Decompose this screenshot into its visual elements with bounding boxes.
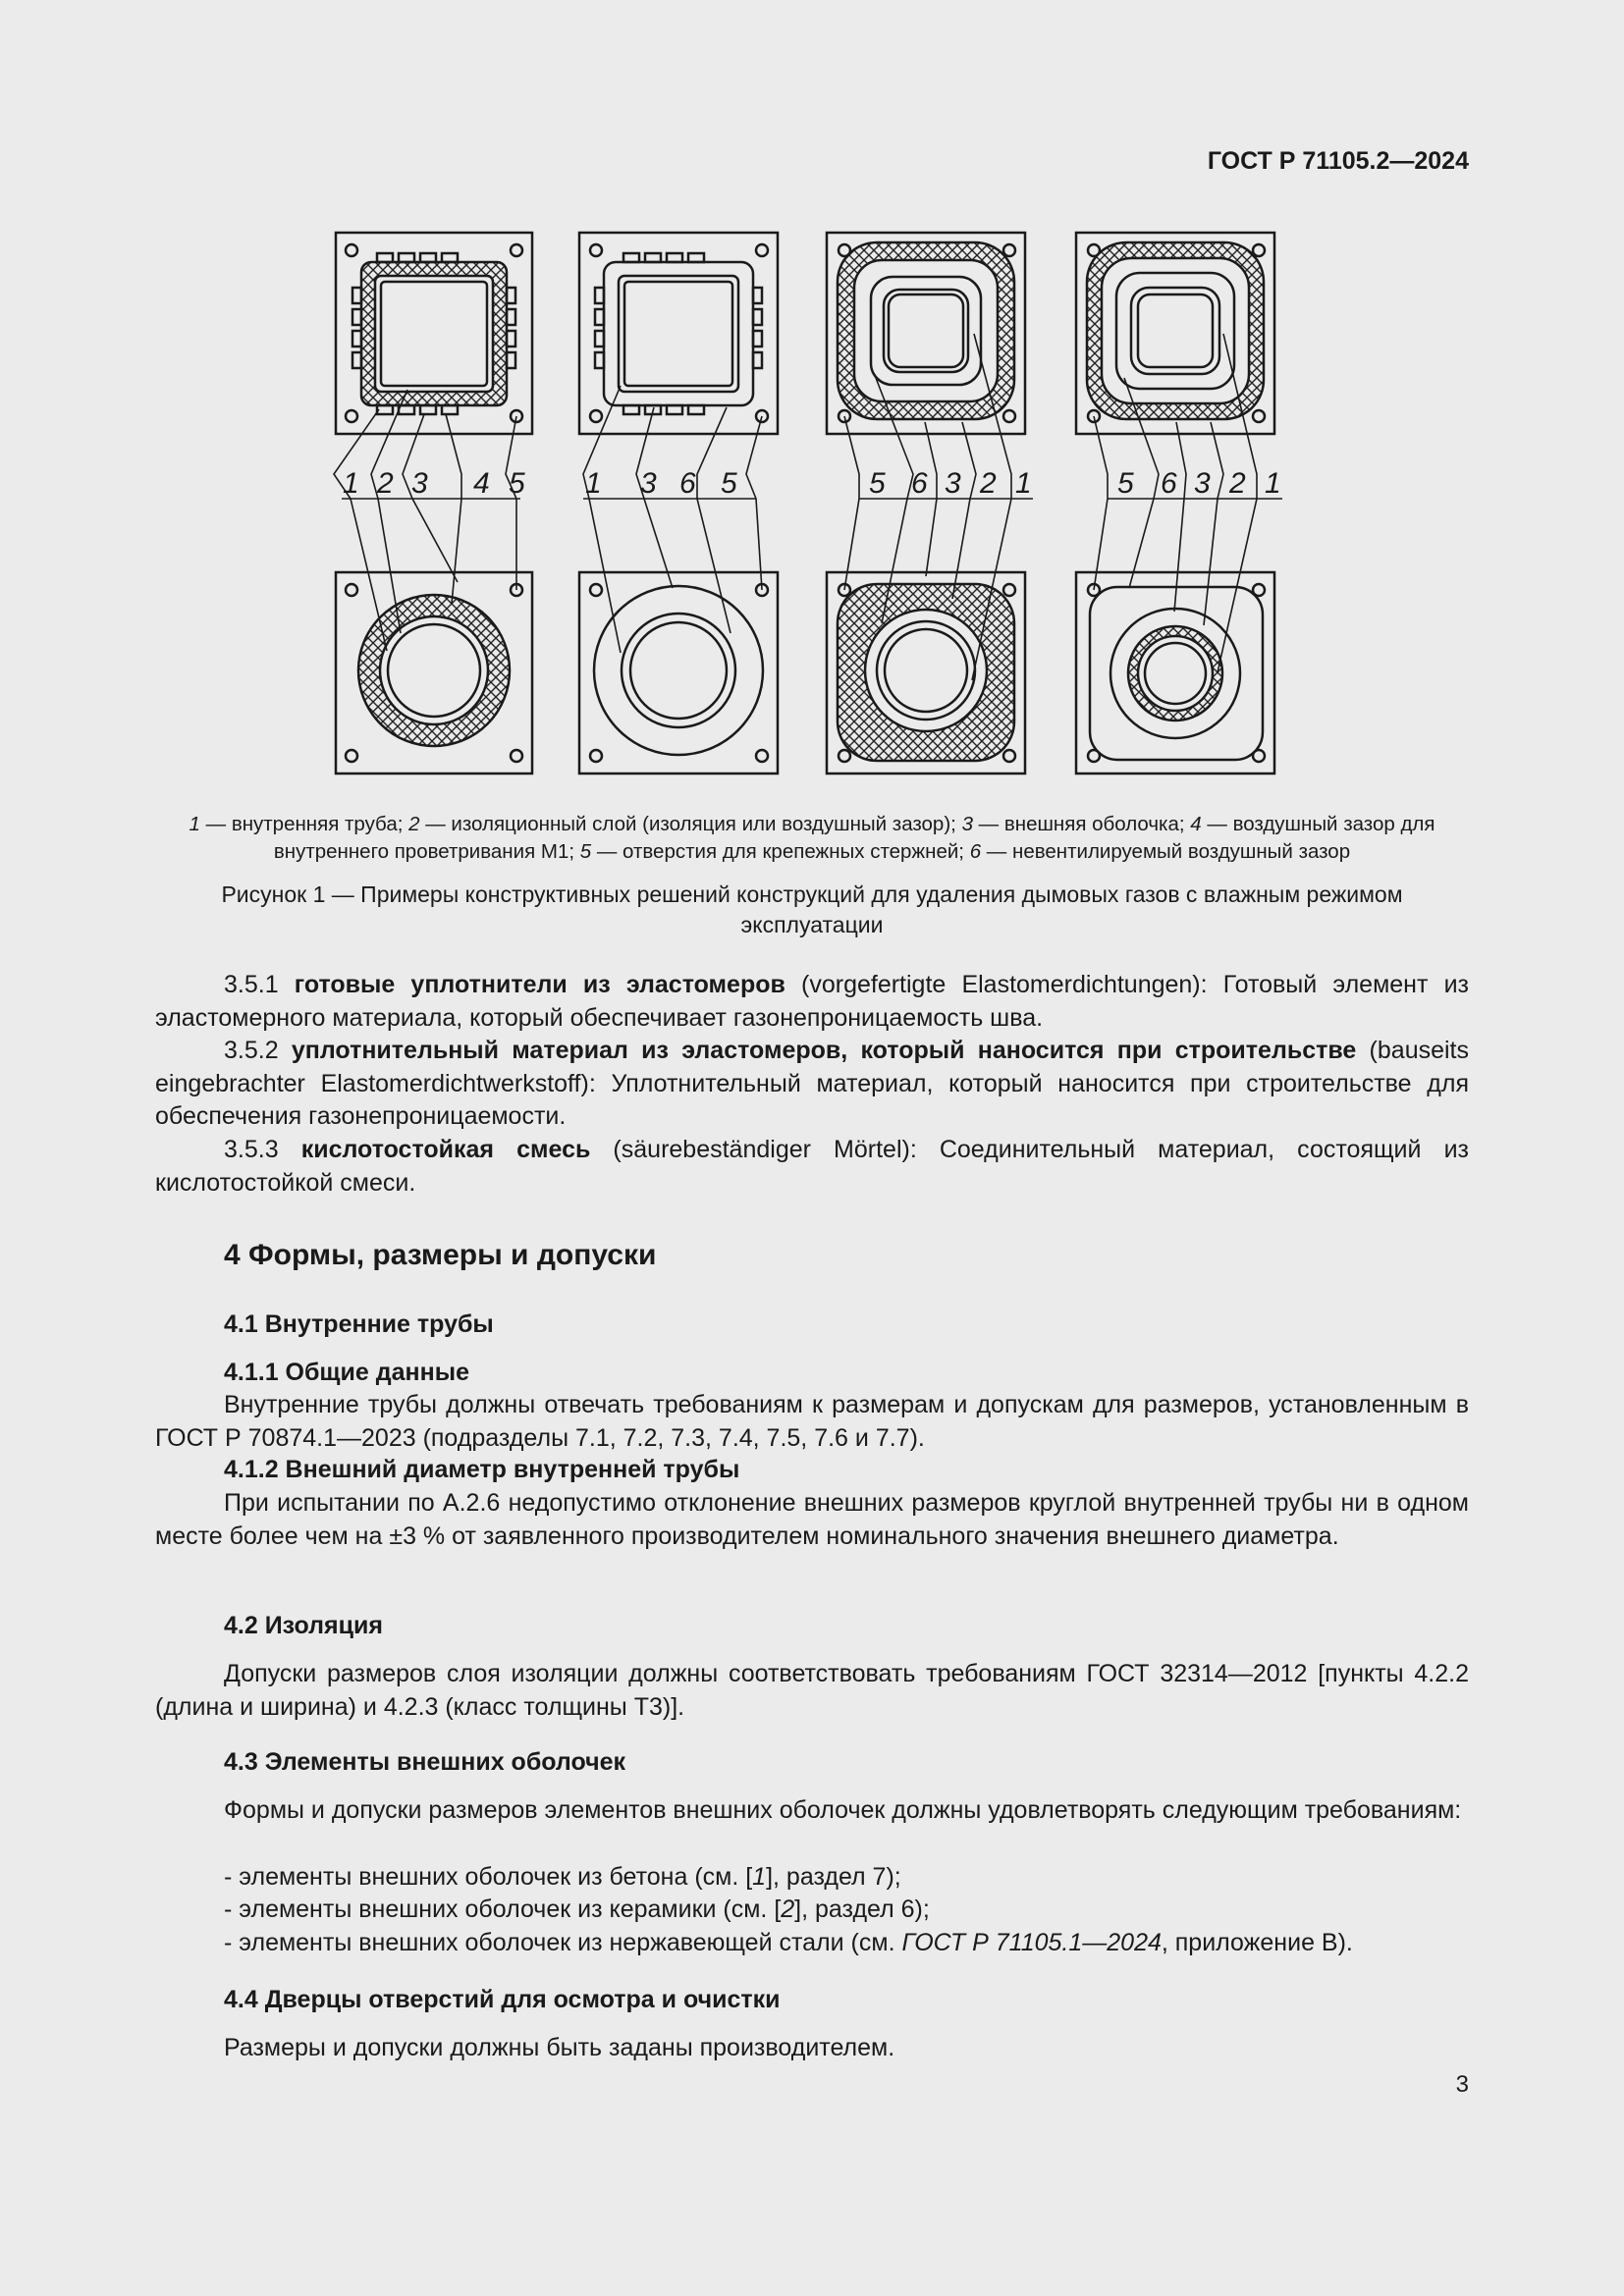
- definition-3-5-2: 3.5.2 уплотнительный материал из эластомеров, который наносится при строительстве (bauseits eingebrachter Elastomerdichtwerkstoff): Уплотнительный материал, который наносится при строительстве для обеспечения газонепроницаемости.: [155, 1037, 1470, 1130]
- variant-2-bottom: [579, 572, 778, 774]
- page-number: 3: [1455, 2071, 1469, 2098]
- variant-3-bottom: [827, 572, 1025, 774]
- figure-1-drawing: [324, 221, 1306, 780]
- variant-1-bottom: [336, 572, 532, 774]
- callout-v3-1: 1: [1015, 467, 1032, 500]
- list-item-ceramics: - элементы внешних оболочек из керамики (см. [2], раздел 6);: [224, 1896, 930, 1923]
- callout-v3-2: 2: [980, 467, 997, 500]
- variant-2-top: [579, 233, 778, 434]
- list-item-stainless-steel: - элементы внешних оболочек из нержавеющей стали (см. ГОСТ Р 71105.1—2024, приложение В).: [224, 1929, 1353, 1956]
- list-item-concrete: - элементы внешних оболочек из бетона (см. [1], раздел 7);: [224, 1863, 901, 1891]
- callout-v1-3: 3: [411, 467, 428, 500]
- paragraph-4-2: Допуски размеров слоя изоляции должны соответствовать требованиям ГОСТ 32314—2012 [пункты 4.2.2 (длина и ширина) и 4.2.3 (класс толщины Т3)].: [155, 1660, 1469, 1721]
- section-4-3-heading: 4.3 Элементы внешних оболочек: [224, 1748, 626, 1776]
- callout-v2-5: 5: [721, 467, 737, 500]
- figure-legend: 1 — внутренняя труба; 2 — изоляционный слой (изоляция или воздушный зазор); 3 — внешняя оболочка; 4 — воздушный зазор для внутреннего проветривания М1; 5 — отверстия для крепежных стержней; 6 — невентилируемый воздушный зазор: [189, 813, 1435, 863]
- section-4-1-heading: 4.1 Внутренние трубы: [224, 1310, 494, 1338]
- paragraph-4-1-2: При испытании по А.2.6 недопустимо отклонение внешних размеров круглой внутренней трубы ни в одном месте более чем на ±3 % от заявленного производителем номинального значения внешнего диаметра.: [155, 1489, 1469, 1550]
- callout-v3-5: 5: [869, 467, 886, 500]
- callout-v4-6: 6: [1161, 467, 1177, 500]
- paragraph-4-1-1: Внутренние трубы должны отвечать требованиям к размерам и допускам для размеров, установленным в ГОСТ Р 70874.1—2023 (подразделы 7.1, 7.2, 7.3, 7.4, 7.5, 7.6 и 7.7).: [155, 1391, 1469, 1452]
- definition-3-5-1: 3.5.1 готовые уплотнители из эластомеров (vorgefertigte Elastomerdichtungen): Готовый элемент из эластомерного материала, который обеспечивает газонепроницаемость шва.: [155, 971, 1469, 1032]
- callout-v4-1: 1: [1265, 467, 1281, 500]
- variant-3-top: [827, 233, 1025, 434]
- variant-4-top: [1076, 233, 1274, 434]
- section-4-2-heading: 4.2 Изоляция: [224, 1612, 383, 1639]
- figure-caption: Рисунок 1 — Примеры конструктивных решений конструкций для удаления дымовых газов с влажным режимом эксплуатации: [221, 881, 1403, 937]
- paragraph-4-4: Размеры и допуски должны быть заданы производителем.: [224, 2034, 895, 2061]
- callout-v2-6: 6: [679, 467, 696, 500]
- document-code: ГОСТ Р 71105.2—2024: [1207, 147, 1469, 175]
- section-4-4-heading: 4.4 Дверцы отверстий для осмотра и очистки: [224, 1986, 781, 2013]
- callout-v3-6: 6: [911, 467, 928, 500]
- definition-3-5-3: 3.5.3 кислотостойкая смесь (säurebeständiger Mörtel): Соединительный материал, состоящий из кислотостойкой смеси.: [155, 1136, 1469, 1197]
- callout-v2-3: 3: [640, 467, 657, 500]
- callout-v4-2: 2: [1229, 467, 1246, 500]
- callout-v1-5: 5: [509, 467, 525, 500]
- section-4-1-2-heading: 4.1.2 Внешний диаметр внутренней трубы: [224, 1456, 740, 1483]
- callout-v2-1: 1: [585, 467, 602, 500]
- section-4-1-1-heading: 4.1.1 Общие данные: [224, 1359, 469, 1386]
- callout-v1-2: 2: [377, 467, 394, 500]
- section-4-heading: 4 Формы, размеры и допуски: [224, 1239, 657, 1271]
- callout-v4-3: 3: [1194, 467, 1211, 500]
- callout-v1-1: 1: [343, 467, 359, 500]
- variant-1-top: [336, 233, 532, 434]
- callout-v1-4: 4: [473, 467, 490, 500]
- paragraph-4-3: Формы и допуски размеров элементов внешних оболочек должны удовлетворять следующим требованиям:: [224, 1796, 1462, 1824]
- callout-v4-5: 5: [1117, 467, 1134, 500]
- callout-v3-3: 3: [945, 467, 961, 500]
